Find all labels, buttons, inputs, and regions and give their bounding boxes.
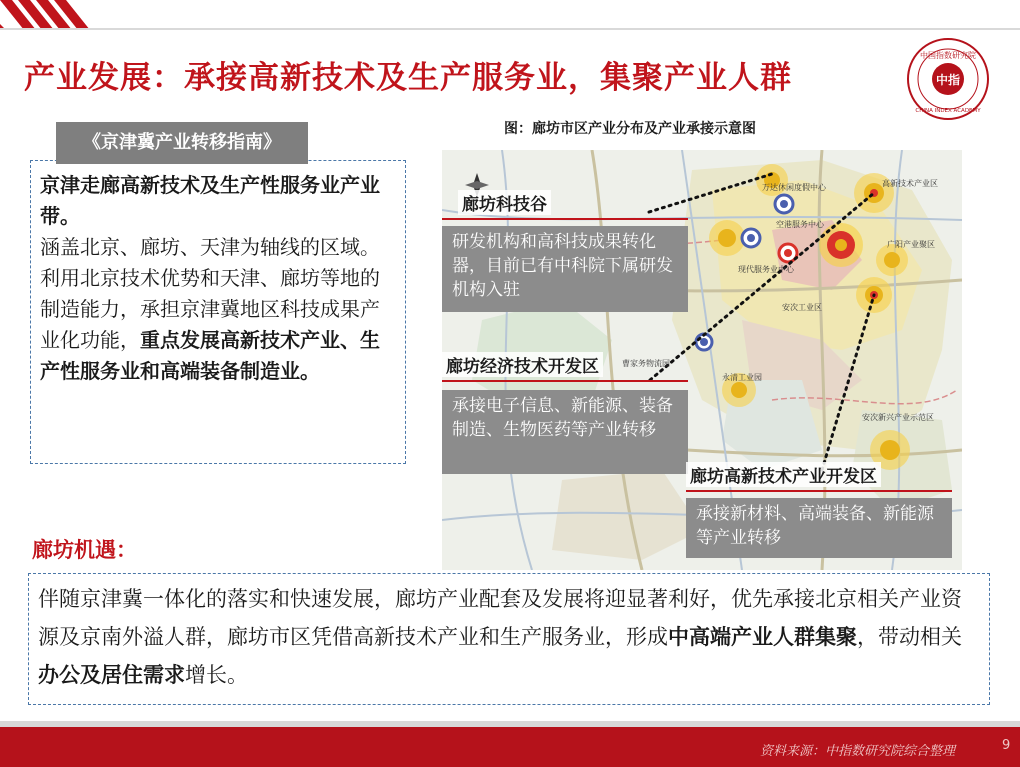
zone-title-high-tech-zone: 廊坊高新技术产业开发区: [686, 462, 881, 487]
opportunity-text-3: 增长。: [185, 663, 248, 687]
opportunity-bold-1: 中高端产业人群集聚: [668, 625, 857, 649]
page-title: 产业发展：承接高新技术及生产服务业，集聚产业人群: [24, 60, 792, 96]
guide-body-bold: 重点发展高新技术产业、生产性服务业和高端装备制造业。: [40, 328, 380, 383]
map-label: 曹家务物流园: [622, 359, 670, 368]
map-label: 永清工业园: [722, 373, 762, 382]
map-label: 空港服务中心: [776, 220, 824, 229]
opportunity-text-1: 伴随京津冀一体化的落实和快速发展，廊坊产业配套及发展将迎显著利好，优先承接北京相关产业资源及京南外溢人群，廊坊市区凭借高新技术产业和生产服务业，形成: [38, 587, 962, 649]
map-label: 高新技术产业区: [882, 179, 938, 188]
zone-title-tech-valley: 廊坊科技谷: [458, 190, 551, 215]
page-number: 9: [1002, 738, 1011, 753]
svg-text:中国指数研究院: 中国指数研究院: [920, 51, 976, 60]
guide-heading: 京津走廊高新技术及生产性服务业产业带。: [40, 173, 380, 228]
map-label: 广阳产业聚区: [887, 240, 935, 249]
opportunity-text-2: ，带动相关: [857, 625, 962, 649]
map-label: 安次新兴产业示范区: [862, 413, 934, 422]
opportunity-title: 廊坊机遇：: [32, 538, 137, 562]
zone-title-economic-dev-zone: 廊坊经济技术开发区: [442, 352, 603, 377]
guide-body: 涵盖北京、廊坊、天津为轴线的区域。利用北京技术优势和天津、廊坊等地的制造能力，承担京津冀地区科技成果产业化功能，: [40, 235, 380, 352]
china-index-academy-seal-icon: [905, 36, 991, 122]
zone-desc-tech-valley: 研发机构和高科技成果转化器，目前已有中科院下属研发机构入驻: [442, 226, 688, 312]
source-note: 资料来源：中指数研究院综合整理: [760, 744, 956, 759]
header-stripes: [0, 0, 92, 30]
map-label: 现代服务业中心: [738, 265, 794, 274]
guide-text: [40, 170, 392, 387]
header-divider: [0, 28, 1020, 30]
map-label: 安次工业区: [782, 303, 822, 312]
opportunity-bold-2: 办公及居住需求: [38, 663, 185, 687]
opportunity-text: [38, 580, 982, 694]
svg-text:中指: 中指: [935, 73, 961, 87]
zone-desc-economic-dev-zone: 承接电子信息、新能源、装备制造、生物医药等产业转移: [442, 390, 688, 474]
zone-divider: [442, 380, 688, 382]
map-label: 万达休闲度假中心: [762, 183, 826, 192]
zone-desc-high-tech-zone: 承接新材料、高端装备、新能源等产业转移: [686, 498, 952, 558]
zone-divider: [686, 490, 952, 492]
guide-tab: 《京津冀产业转移指南》: [56, 122, 308, 164]
svg-text:CHINA INDEX ACADEMY: CHINA INDEX ACADEMY: [915, 108, 981, 114]
zone-divider: [442, 218, 688, 220]
map-caption: 图：廊坊市区产业分布及产业承接示意图: [504, 121, 756, 137]
